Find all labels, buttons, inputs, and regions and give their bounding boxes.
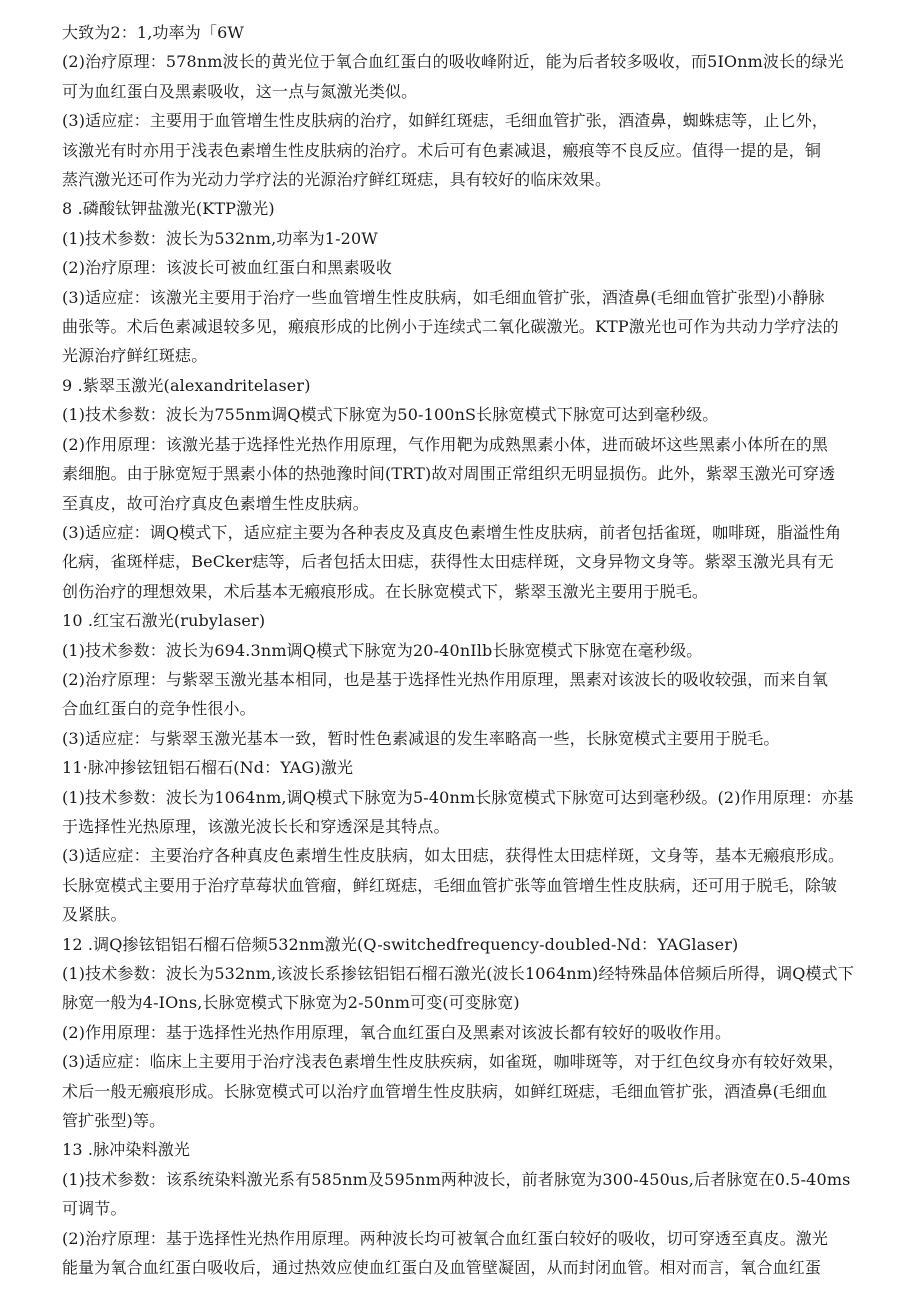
text-line: 素细胞。由于脉宽短于黑素小体的热弛豫时间(TRT)故对周围正常组织无明显损伤。此外，紫翠玉激光可穿透 [62, 464, 836, 484]
text-line: 及紧肤。 [62, 905, 127, 925]
text-line: 合血红蛋白的竞争性很小。 [62, 699, 256, 719]
text-line: (1)技术参数：波长为1064nm,调Q模式下脉宽为5-40nm长脉宽模式下脉宽可达到毫秒级。(2)作用原理：亦基 [62, 787, 854, 807]
text-line: (2)治疗原理：与紫翠玉激光基本相同，也是基于选择性光热作用原理，黑素对该波长的吸收较强，而来自氧 [62, 669, 829, 689]
text-line: 管扩张型)等。 [62, 1111, 166, 1131]
text-line: (2)作用原理：基于选择性光热作用原理，氧合血红蛋白及黑素对该波长都有较好的吸收作用。 [62, 1022, 732, 1042]
text-line: 曲张等。术后色素减退较多见，瘢痕形成的比例小于连续式二氧化碳激光。KTP激光也可作为共动力学疗法的 [62, 317, 839, 337]
text-line: (1)技术参数：该系统染料激光系有585nm及595nm两种波长，前者脉宽为300-450us,后者脉宽在0.5-40ms [62, 1169, 851, 1189]
text-line: 可调节。 [62, 1199, 127, 1219]
text-line: 10 .红宝石激光(rubylaser) [62, 611, 266, 631]
text-line: 脉宽一般为4-IOns,长脉宽模式下脉宽为2-50nm可变(可变脉宽) [62, 993, 520, 1013]
text-line: 能量为氧合血红蛋白吸收后，通过热效应使血红蛋白及血管壁凝固，从而封闭血管。相对而言，氧合血红蛋 [62, 1258, 822, 1278]
text-line: (2)作用原理：该激光基于选择性光热作用原理，气作用靶为成熟黑素小体，进而破坏这些黑素小体所在的黑 [62, 434, 829, 454]
text-line: (2)治疗原理：基于选择性光热作用原理。两种波长均可被氧合血红蛋白较好的吸收，切可穿透至真皮。激光 [62, 1228, 829, 1248]
text-line: (2)治疗原理：578nm波长的黄光位于氧合血红蛋白的吸收峰附近，能为后者较多吸收，而5IOnm波长的绿光 [62, 52, 844, 72]
text-line: 蒸汽激光还可作为光动力学疗法的光源治疗鲜红斑痣，具有较好的临床效果。 [62, 170, 612, 190]
text-line: (3)适应症：调Q模式下，适应症主要为各种表皮及真皮色素增生性皮肤病，前者包括雀斑，咖啡斑，脂溢性角 [62, 522, 842, 542]
text-line: (2)治疗原理：该波长可被血红蛋白和黑素吸收 [62, 258, 392, 278]
text-line: 光源治疗鲜红斑痣。 [62, 346, 208, 366]
text-line: 大致为2：1,功率为「6W [62, 23, 245, 42]
text-line: (3)适应症：与紫翠玉激光基本一致，暂时性色素减退的发生率略高一些，长脉宽模式主要用于脱毛。 [62, 728, 780, 748]
text-line: (3)适应症：主要治疗各种真皮色素增生性皮肤病，如太田痣，获得性太田痣样斑，文身等，基本无瘢痕形成。 [62, 846, 845, 866]
text-line: 8 .磷酸钛钾盐激光(KTP激光) [62, 199, 275, 219]
text-line: (3)适应症：临床上主要用于治疗浅表色素增生性皮肤疾病，如雀斑，咖啡斑等，对于红色纹身亦有较好效果， [62, 1052, 845, 1072]
text-line: 9 .紫翠玉激光(alexandritelaser) [62, 375, 311, 395]
text-line: 11·脉冲掺铉钮铝石榴石(Nd：YAG)激光 [62, 758, 354, 778]
text-line: 化病，雀斑样痣，BeCker痣等，后者包括太田痣，获得性太田痣样斑，文身异物文身等。紫翠玉激光具有无 [62, 552, 834, 572]
text-line: 该激光有时亦用于浅表色素增生性皮肤病的治疗。术后可有色素减退，瘢痕等不良反应。值得一提的是，铜 [62, 140, 822, 160]
text-line: (1)技术参数：波长为755nm调Q模式下脉宽为50-100nS长脉宽模式下脉宽可达到毫秒级。 [62, 405, 719, 425]
text-line: (3)适应症：该激光主要用于治疗一些血管增生性皮肤病，如毛细血管扩张，酒渣鼻(毛细血管扩张型)小静脉 [62, 287, 825, 307]
text-line: 创伤治疗的理想效果，术后基本无瘢痕形成。在长脉宽模式下，紫翠玉激光主要用于脱毛。 [62, 581, 709, 601]
text-line: 于选择性光热原理，该激光波长长和穿透深是其特点。 [62, 816, 450, 836]
text-line: 13 .脉冲染料激光 [62, 1140, 191, 1160]
text-line: 术后一般无瘢痕形成。长脉宽模式可以治疗血管增生性皮肤病，如鲜红斑痣，毛细血管扩张，酒渣鼻(毛细血 [62, 1081, 828, 1101]
text-line: (1)技术参数：波长为694.3nm调Q模式下脉宽为20-40nIlb长脉宽模式下脉宽在毫秒级。 [62, 640, 703, 660]
text-line: (3)适应症：主要用于血管增生性皮肤病的治疗，如鲜红斑痣，毛细血管扩张，酒渣鼻，蜘蛛痣等，止匕外， [62, 111, 829, 131]
text-line: 可为血红蛋白及黑素吸收，这一点与氮激光类似。 [62, 81, 418, 101]
text-line: 至真皮，故可治疗真皮色素增生性皮肤病。 [62, 493, 369, 513]
text-line: (1)技术参数：波长为532nm,该波长系掺铉铝铝石榴石激光(波长1064nm)经特殊晶体倍频后所得，调Q模式下 [62, 964, 854, 983]
text-line: (1)技术参数：波长为532nm,功率为1-20W [62, 228, 378, 248]
document-page [62, 18, 892, 1282]
text-line: 12 .调Q掺铉铝铝石榴石倍频532nm激光(Q-switchedfrequency-doubled-Nd：YAGlaser) [62, 934, 739, 954]
text-line: 长脉宽模式主要用于治疗草莓状血管瘤，鲜红斑痣，毛细血管扩张等血管增生性皮肤病，还可用于脱毛，除皱 [62, 875, 838, 895]
